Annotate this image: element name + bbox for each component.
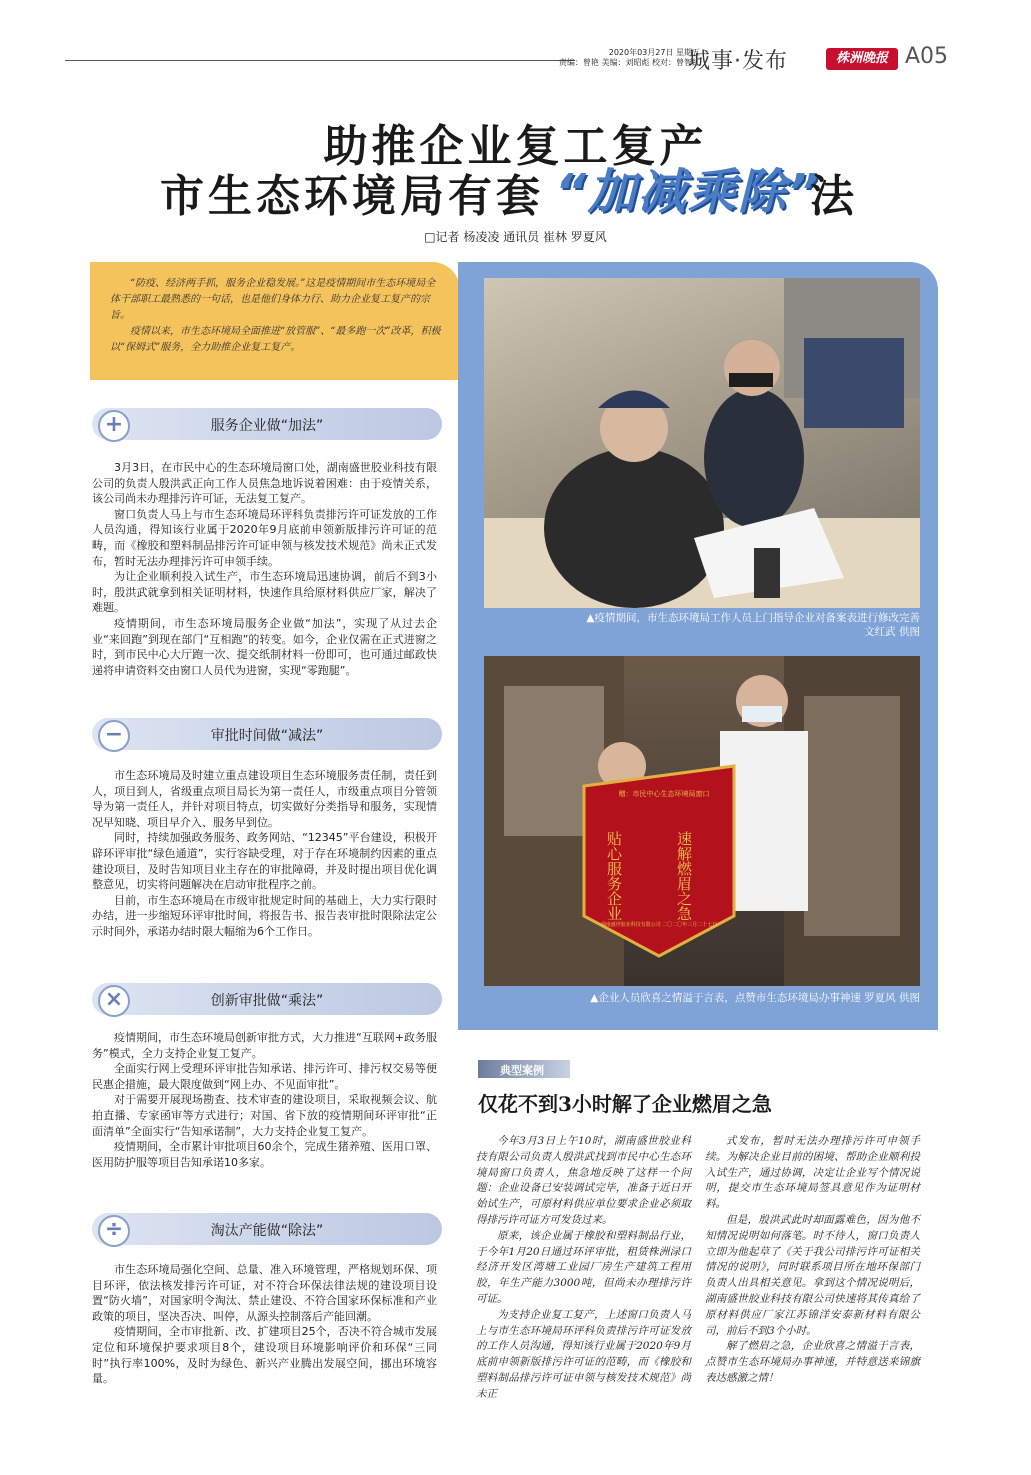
paragraph: 3月3日，在市民中心的生态环境局窗口处，湖南盛世胶业科技有限公司的负责人殷洪武正向工作人员焦急地诉说着困难：由于疫情关系，该公司尚未办理排污许可证，无法复工复产。: [92, 461, 437, 506]
section-header-subtract: [92, 718, 442, 750]
paragraph: 为支持企业复工复产，上述窗口负责人马上与市生态环境局环评科负责排污许可证发放的工作人员沟通，得知该行业属于2020年9月底前申领新版排污许可证的范畴，而《橡胶和塑料制品排污许可证申领与核发技术规范》尚未正: [476, 1308, 691, 1400]
header-date: 2020年03月27日 星期五: [608, 48, 700, 57]
banner-top-text: 赠：市民中心生态环境局窗口: [618, 790, 710, 798]
case-tag-label: 典型案例: [500, 1064, 544, 1077]
headline-emphasis: “加减乘除”: [555, 164, 821, 220]
paragraph: 疫情期间，市生态环境局服务企业做“加法”，实现了从过去企业“来回跑”到现在部门“互相跑”的转变。如今，企业仅需在正式进窗之时，到市民中心大厅跑一次、提交纸制材料一份即可，也可通过邮政快递将申请资料交由窗口人员代为进窗，实现“零跑腿”。: [92, 616, 437, 677]
headline-line2-suffix: 法: [810, 171, 854, 222]
photo-guidance-illustration: [484, 278, 920, 608]
section-title: 服务企业做“加法”: [210, 418, 324, 434]
paragraph: 疫情期间，全市累计审批项目60余个，完成生猪养殖、医用口罩、医用防护服等项目告知承诺10多家。: [92, 1140, 437, 1169]
paragraph: 市生态环境局及时建立重点建设项目生态环境服务责任制，责任到人，项目到人，省级重点项目局长为第一责任人，市级重点项目分管领导为第一责任人，并针对项目特点，切实做好分类指导和服务，实现情况早知晓、项目早介入、服务早到位。: [92, 769, 437, 829]
paragraph: 解了燃眉之急，企业欣喜之情溢于言表，点赞市生态环境局办事神速，并特意送来锦旗表达感激之情！: [705, 1340, 920, 1384]
intro-box: [90, 262, 460, 380]
banner-signature: 湖南盛世胶业科技有限公司 二〇二〇年三月二十七日: [600, 922, 718, 928]
case-tag: [478, 1060, 570, 1078]
minus-icon: −: [98, 720, 130, 752]
paragraph: 全面实行网上受理环评审批告知承诺、排污许可、排污权交易等便民惠企措施，最大限度做到“网上办、不见面审批”。: [92, 1062, 437, 1091]
photo-caption: [484, 611, 920, 639]
section-body-divide: [92, 1262, 437, 1387]
paragraph: 原来，该企业属于橡胶和塑料制品行业，于今年1月20日通过环评审批，租赁株洲渌口经济开发区湾塘工业园厂房生产建筑工程用胶，年生产能力3000吨，但尚未办理排污许可证。: [476, 1229, 691, 1305]
paragraph: 为让企业顺利投入试生产，市生态环境局迅速协调，前后不到3小时，殷洪武就拿到相关证明材料，快速作具给原材料供应厂家，解决了难题。: [92, 570, 437, 615]
multiply-icon: ×: [98, 985, 130, 1017]
paragraph: 同时，持续加强政务服务、政务网站、“12345”平台建设，积极开辟环评审批“绿色通道”，实行容缺受理，对于存在环境制约因素的重点建设项目，及时告知项目业主存在的审批障碍，并及时提出项目优化调整意见，切实将问题解决在启动审批程序之前。: [92, 831, 437, 892]
paragraph: 对于需要开展现场勘查、技术审查的建设项目，采取视频会议、航拍直播、专家函审等方式进行；对国、省下放的疫情期间环评审批“正面清单”全面实行“告知承诺制”，大力支持企业复工复产。: [92, 1093, 437, 1138]
photo-credit: 文红武 供图: [864, 626, 920, 638]
paragraph: 疫情期间，市生态环境局创新审批方式，大力推进“互联网+政务服务”模式，全力支持企业复工复产。: [92, 1031, 437, 1060]
photo-banner-illustration: [484, 656, 920, 986]
headline-line2-prefix: 市生态环境局有套: [160, 171, 544, 222]
section-body-subtract: [92, 768, 437, 940]
paragraph: 疫情期间，全市审批新、改、扩建项目25个，否决不符合城市发展定位和环境保护要求项目8个，建设项目环境影响评价和环保“三同时”执行率100%，及时为绿色、新兴产业腾出发展空间，挪出环境容量。: [92, 1325, 437, 1386]
photo-guidance: [484, 278, 920, 608]
paragraph: 目前，市生态环境局在市级审批规定时间的基础上，大力实行限时办结，进一步缩短环评审批时间，将报告书、报告表审批时限除法定公示时间外，承诺办结时限大幅缩为6个工作日。: [92, 893, 437, 938]
banner-right-text: 速解燃眉之急: [675, 831, 693, 921]
newspaper-logo: 株洲晚报: [826, 48, 898, 70]
paragraph: 式发布，暂时无法办理排污许可申领手续。为解决企业目前的困境、帮助企业顺利投入试生产，通过协调，决定让企业写个情况说明，提交市生态环境局签具意见作为证明材料。: [705, 1135, 920, 1211]
section-title: 审批时间做“减法”: [210, 728, 324, 744]
divide-icon: ÷: [98, 1215, 130, 1247]
section-name: 城事·发布: [688, 49, 788, 74]
banner-left-text: 贴心服务企业: [605, 831, 623, 921]
section-header-add: [92, 408, 442, 440]
section-body-add: [92, 460, 437, 678]
section-header-divide: [92, 1213, 442, 1245]
headline-line1: 助推企业复工复产: [323, 121, 708, 172]
photo-panel: [458, 262, 938, 1030]
section-header-multiply: [92, 983, 442, 1015]
intro-paragraph: 疫情以来，市生态环境局全面推进“放管服”、“最多跑一次”改革，积极以“保姆式”服务，全力助推企业复工复产。: [110, 326, 441, 353]
intro-paragraph: “防疫、经济两手抓，服务企业稳发展。”这是疫情期间市生态环境局全体干部职工最熟悉的一句话，也是他们身体力行、助力企业复工复产的宗旨。: [110, 278, 436, 321]
case-column-1: [476, 1134, 691, 1403]
case-title: 仅花不到3小时解了企业燃眉之急: [478, 1092, 772, 1116]
photo-caption-text: ▲疫情期间，市生态环境局工作人员上门指导企业对备案表进行修改完善: [586, 612, 920, 624]
photo-caption: ▲企业人员欣喜之情溢于言表，点赞市生态环境局办事神速 罗夏风 供图: [590, 992, 920, 1004]
byline: □记者 杨凌凌 通讯员 崔林 罗夏风: [424, 230, 607, 244]
photo-banner: [484, 656, 920, 986]
section-title: 淘汰产能做“除法”: [210, 1223, 324, 1239]
paragraph: 窗口负责人马上与市生态环境局环评科负责排污许可证发放的工作人员沟通，得知该行业属于2020年9月底前申领新版排污许可证的范畴，而《橡胶和塑料制品排污许可证申领与核发技术规范》尚未正式发布，暂时无法办理排污许可申领手续。: [92, 507, 437, 568]
paragraph: 但是，殷洪武此时却面露难色，因为他不知情况说明如何落笔。时不待人，窗口负责人立即为他起草了《关于我公司排污许可证相关情况的说明》，同时联系项目所在地环保部门负责人出具相关意见。拿到这个情况说明后，湖南盛世胶业科技有限公司快速将其传真给了原材料供应厂家江苏锦洋安泰新材料有限公司，前后不到3个小时。: [705, 1213, 920, 1337]
header-rule: [65, 60, 575, 61]
page-number: A05: [905, 44, 949, 69]
case-column-2: [705, 1134, 920, 1387]
section-body-multiply: [92, 1030, 437, 1170]
plus-icon: +: [98, 410, 130, 442]
header-meta: [530, 48, 700, 68]
section-title: 创新审批做“乘法”: [210, 993, 324, 1009]
header-editors: 责编：曾艳 美编：刘昭彪 校对：曾智红: [558, 58, 700, 67]
paragraph: 今年3月3日上午10时，湖南盛世胶业科技有限公司负责人殷洪武找到市民中心生态环境局窗口负责人，焦急地反映了这样一个问题：企业设备已安装调试完毕，准备于近日开始试生产，可原材料供应单位要求企业必须取得排污许可证方可发货过来。: [476, 1135, 691, 1226]
paragraph: 市生态环境局强化空间、总量、准入环境管理，严格规划环保、项目环评，依法核发排污许可证，对不符合环保法律法规的建设项目设置“防火墙”，对国家明令淘汰、禁止建设、不符合国家环保标准和产业政策的项目，坚决否决、叫停，从源头控制落后产能回潮。: [92, 1263, 437, 1323]
